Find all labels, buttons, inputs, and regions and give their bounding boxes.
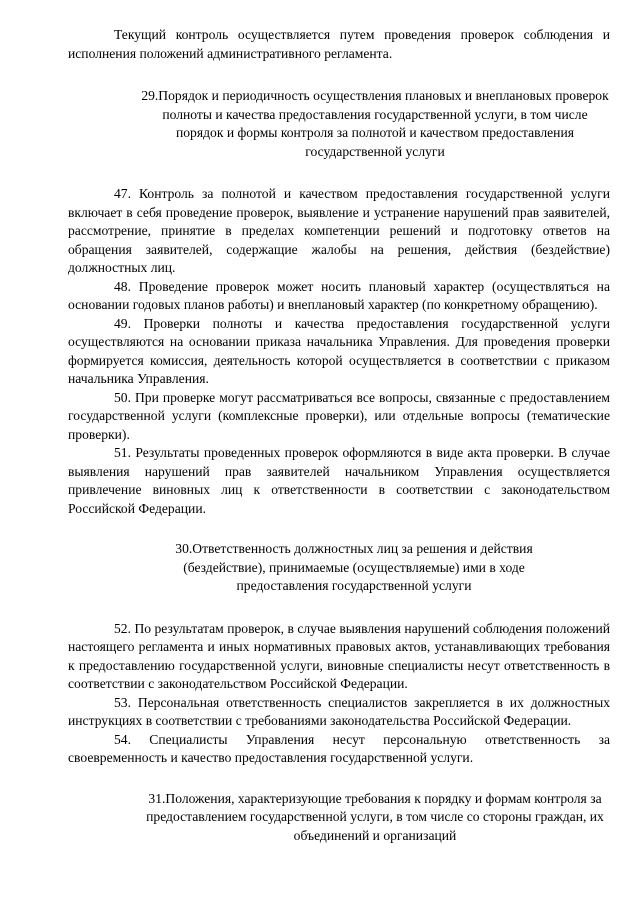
section-31-heading: 31.Положения, характеризующие требования к порядку и формам контроля за предоставлением государственной услуги, в том числе со стороны граждан, их объединений и организаций [146,790,604,843]
paragraph-54: 54. Специалисты Управления несут персональную ответственность за своевременность и качество предоставления государственной услуги. [68,731,610,765]
section-29-body [68,185,610,518]
paragraph-50: 50. При проверке могут рассматриваться все вопросы, связанные с предоставлением государственной услуги (комплексные проверки), или отдельные вопросы (тематические проверки). [68,389,610,442]
paragraph-52: 52. По результатам проверок, в случае выявления нарушений соблюдения положений настоящего регламента и иных нормативных правовых актов, устанавливающих требования к предоставлению государственной услуги, виновные специалисты несут ответственность в соответствии с законодательством Российской Федерации. [68,620,610,691]
paragraph-53: 53. Персональная ответственность специалистов закрепляется в их должностных инструкциях в соответствии с требованиями законодательства Российской Федерации. [68,694,610,728]
paragraph-51: 51. Результаты проведенных проверок оформляются в виде акта проверки. В случае выявления нарушений прав заявителей начальником Управления осуществляется привлечение виновных лиц к ответственности в соответствии с законодательством Российской Федерации. [68,445,610,516]
section-29-heading: 29.Порядок и периодичность осуществления плановых и внеплановых проверок полноты и качества предоставления государственной услуги, в том числе порядок и формы контроля за полнотой и качеством предоставления государственной услуги [141,88,609,159]
intro-paragraph: Текущий контроль осуществляется путем проведения проверок соблюдения и исполнения положений административного регламента. [68,27,610,61]
paragraph-49: 49. Проверки полноты и качества предоставления государственной услуги осуществляются на основании приказа начальника Управления. Для проведения проверки формируется комиссия, деятельность которой осуществляется в соответствии с приказом начальника Управления. [68,315,610,386]
section-30-body [68,620,610,768]
paragraph-47: 47. Контроль за полнотой и качеством предоставления государственной услуги включает в себя проведение проверок, выявление и устранение нарушений прав заявителей, рассмотрение, принятие в пределах компетенции решений и подготовку ответов на обращения заявителей, содержащие жалобы на решения, действия (бездействие) должностных лиц. [68,186,610,275]
section-30-heading: 30.Ответственность должностных лиц за решения и действия (бездействие), принимаемые (осуществляемые) ими в ходе предоставления государственной услуги [175,541,533,593]
document-page [68,26,610,845]
paragraph-48: 48. Проведение проверок может носить плановый характер (осуществляться на основании годовых планов работы) и внеплановый характер (по конкретному обращению). [68,278,610,312]
